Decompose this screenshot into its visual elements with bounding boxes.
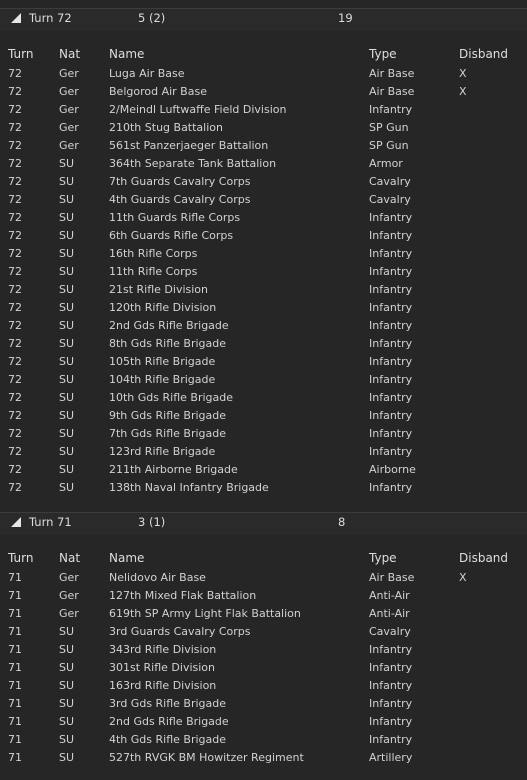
cell-name: 104th Rifle Brigade	[109, 373, 216, 386]
cell-name: 561st Panzerjaeger Battalion	[109, 139, 269, 152]
cell-nat: SU	[59, 355, 75, 368]
cell-type: SP Gun	[369, 121, 409, 134]
turn-group-71	[0, 512, 527, 767]
cell-type: Air Base	[369, 85, 415, 98]
cell-turn: 71	[8, 625, 22, 638]
cell-nat: SU	[59, 301, 75, 314]
cell-nat: SU	[59, 409, 75, 422]
cell-type: Infantry	[369, 445, 413, 458]
table-row[interactable]	[0, 281, 527, 299]
cell-type: Cavalry	[369, 625, 411, 638]
cell-name: 16th Rifle Corps	[109, 247, 198, 260]
cell-type: Infantry	[369, 355, 413, 368]
group-header[interactable]	[0, 8, 527, 30]
cell-type: Infantry	[369, 247, 413, 260]
cell-nat: SU	[59, 211, 75, 224]
cell-nat: SU	[59, 193, 75, 206]
table-row[interactable]	[0, 713, 527, 731]
column-headers	[0, 47, 527, 65]
cell-type: Infantry	[369, 481, 413, 494]
table-row[interactable]	[0, 659, 527, 677]
cell-nat: SU	[59, 337, 75, 350]
table-row[interactable]	[0, 227, 527, 245]
column-header-nat[interactable]: Nat	[59, 551, 81, 565]
cell-nat: Ger	[59, 607, 79, 620]
cell-type: Infantry	[369, 265, 413, 278]
table-row[interactable]	[0, 263, 527, 281]
table-row[interactable]	[0, 299, 527, 317]
cell-name: 619th SP Army Light Flak Battalion	[109, 607, 301, 620]
group-unit-count: 3 (1)	[138, 515, 166, 529]
cell-name: 10th Gds Rifle Brigade	[109, 391, 234, 404]
column-header-nat[interactable]: Nat	[59, 47, 81, 61]
cell-turn: 71	[8, 571, 22, 584]
table-row[interactable]	[0, 83, 527, 101]
group-turn-label: Turn 71	[29, 515, 72, 529]
cell-name: 3rd Guards Cavalry Corps	[109, 625, 251, 638]
cell-type: Infantry	[369, 373, 413, 386]
cell-type: Infantry	[369, 697, 413, 710]
cell-turn: 71	[8, 589, 22, 602]
cell-nat: SU	[59, 445, 75, 458]
cell-nat: Ger	[59, 121, 79, 134]
cell-turn: 71	[8, 733, 22, 746]
cell-name: 21st Rifle Division	[109, 283, 209, 296]
column-header-type[interactable]: Type	[369, 47, 397, 61]
cell-type: Infantry	[369, 715, 413, 728]
cell-name: 120th Rifle Division	[109, 301, 217, 314]
cell-turn: 72	[8, 337, 22, 350]
cell-name: 301st Rifle Division	[109, 661, 216, 674]
cell-type: Infantry	[369, 643, 413, 656]
cell-turn: 71	[8, 751, 22, 764]
cell-type: Infantry	[369, 319, 413, 332]
cell-nat: SU	[59, 247, 75, 260]
cell-type: Infantry	[369, 409, 413, 422]
table-row[interactable]	[0, 317, 527, 335]
cell-name: 527th RVGK BM Howitzer Regiment	[109, 751, 304, 764]
group-header[interactable]	[0, 512, 527, 534]
turn-group-72	[0, 8, 527, 497]
column-header-name[interactable]: Name	[109, 551, 145, 565]
cell-turn: 72	[8, 301, 22, 314]
cell-nat: Ger	[59, 67, 79, 80]
table-row[interactable]	[0, 371, 527, 389]
cell-turn: 72	[8, 283, 22, 296]
cell-nat: SU	[59, 643, 75, 656]
cell-type: Infantry	[369, 427, 413, 440]
cell-type: Infantry	[369, 283, 413, 296]
unit-rows	[0, 65, 527, 497]
cell-disband: X	[459, 67, 467, 80]
cell-name: 11th Rifle Corps	[109, 265, 198, 278]
cell-type: Cavalry	[369, 175, 411, 188]
table-row[interactable]	[0, 245, 527, 263]
column-header-disband[interactable]: Disband	[459, 47, 509, 61]
cell-nat: SU	[59, 175, 75, 188]
cell-type: Infantry	[369, 229, 413, 242]
cell-type: Anti-Air	[369, 589, 410, 602]
cell-name: 364th Separate Tank Battalion	[109, 157, 277, 170]
table-row[interactable]	[0, 119, 527, 137]
cell-nat: SU	[59, 265, 75, 278]
cell-nat: SU	[59, 283, 75, 296]
cell-nat: SU	[59, 679, 75, 692]
cell-nat: SU	[59, 661, 75, 674]
cell-turn: 72	[8, 103, 22, 116]
cell-turn: 71	[8, 697, 22, 710]
cell-turn: 71	[8, 607, 22, 620]
cell-name: 123rd Rifle Brigade	[109, 445, 216, 458]
cell-nat: SU	[59, 391, 75, 404]
cell-name: Nelidovo Air Base	[109, 571, 206, 584]
column-header-turn[interactable]: Turn	[8, 551, 34, 565]
cell-nat: SU	[59, 373, 75, 386]
cell-turn: 72	[8, 157, 22, 170]
cell-turn: 72	[8, 481, 22, 494]
cell-disband: X	[459, 85, 467, 98]
cell-name: 7th Guards Cavalry Corps	[109, 175, 251, 188]
cell-type: Infantry	[369, 661, 413, 674]
cell-nat: Ger	[59, 571, 79, 584]
cell-name: Luga Air Base	[109, 67, 185, 80]
cell-disband: X	[459, 571, 467, 584]
cell-turn: 72	[8, 139, 22, 152]
group-unit-count: 5 (2)	[138, 11, 166, 25]
cell-nat: SU	[59, 157, 75, 170]
cell-name: 105th Rifle Brigade	[109, 355, 216, 368]
cell-nat: SU	[59, 427, 75, 440]
cell-turn: 72	[8, 175, 22, 188]
cell-turn: 72	[8, 355, 22, 368]
table-row[interactable]	[0, 623, 527, 641]
table-row[interactable]	[0, 137, 527, 155]
cell-name: 2nd Gds Rifle Brigade	[109, 319, 229, 332]
cell-name: 127th Mixed Flak Battalion	[109, 589, 257, 602]
cell-name: 211th Airborne Brigade	[109, 463, 238, 476]
table-row[interactable]	[0, 191, 527, 209]
table-row[interactable]	[0, 479, 527, 497]
table-row[interactable]	[0, 749, 527, 767]
cell-type: Infantry	[369, 301, 413, 314]
cell-name: 343rd Rifle Division	[109, 643, 217, 656]
cell-turn: 71	[8, 643, 22, 656]
table-row[interactable]	[0, 407, 527, 425]
cell-name: 2nd Gds Rifle Brigade	[109, 715, 229, 728]
table-row[interactable]	[0, 677, 527, 695]
cell-turn: 72	[8, 247, 22, 260]
cell-name: 163rd Rifle Division	[109, 679, 217, 692]
cell-nat: SU	[59, 733, 75, 746]
cell-name: 8th Gds Rifle Brigade	[109, 337, 227, 350]
cell-nat: SU	[59, 319, 75, 332]
cell-nat: Ger	[59, 103, 79, 116]
cell-turn: 72	[8, 67, 22, 80]
cell-nat: SU	[59, 715, 75, 728]
table-row[interactable]	[0, 335, 527, 353]
cell-name: 7th Gds Rifle Brigade	[109, 427, 227, 440]
unit-rows	[0, 569, 527, 767]
cell-nat: SU	[59, 625, 75, 638]
cell-name: 9th Gds Rifle Brigade	[109, 409, 227, 422]
table-row[interactable]	[0, 101, 527, 119]
cell-turn: 71	[8, 661, 22, 674]
cell-turn: 72	[8, 445, 22, 458]
cell-type: Infantry	[369, 679, 413, 692]
cell-type: SP Gun	[369, 139, 409, 152]
cell-name: 210th Stug Battalion	[109, 121, 223, 134]
cell-type: Air Base	[369, 571, 415, 584]
cell-type: Airborne	[369, 463, 416, 476]
collapse-triangle-icon[interactable]	[10, 516, 22, 528]
table-row[interactable]	[0, 65, 527, 83]
cell-type: Infantry	[369, 103, 413, 116]
cell-name: 4th Gds Rifle Brigade	[109, 733, 227, 746]
group-total-count: 8	[338, 515, 346, 529]
table-row[interactable]	[0, 641, 527, 659]
cell-turn: 72	[8, 211, 22, 224]
cell-type: Infantry	[369, 391, 413, 404]
column-header-turn[interactable]: Turn	[8, 47, 34, 61]
table-row[interactable]	[0, 389, 527, 407]
column-headers	[0, 551, 527, 569]
cell-type: Infantry	[369, 337, 413, 350]
cell-turn: 72	[8, 373, 22, 386]
cell-nat: Ger	[59, 85, 79, 98]
cell-nat: SU	[59, 751, 75, 764]
table-row[interactable]	[0, 461, 527, 479]
column-header-type[interactable]: Type	[369, 551, 397, 565]
cell-nat: Ger	[59, 589, 79, 602]
cell-nat: Ger	[59, 139, 79, 152]
cell-name: 6th Guards Rifle Corps	[109, 229, 234, 242]
cell-type: Infantry	[369, 733, 413, 746]
cell-turn: 72	[8, 319, 22, 332]
cell-type: Armor	[369, 157, 403, 170]
cell-type: Cavalry	[369, 193, 411, 206]
column-header-name[interactable]: Name	[109, 47, 145, 61]
cell-nat: SU	[59, 697, 75, 710]
table-row[interactable]	[0, 731, 527, 749]
cell-name: 4th Guards Cavalry Corps	[109, 193, 251, 206]
cell-turn: 72	[8, 121, 22, 134]
cell-type: Air Base	[369, 67, 415, 80]
group-turn-label: Turn 72	[29, 11, 72, 25]
cell-nat: SU	[59, 463, 75, 476]
cell-turn: 72	[8, 427, 22, 440]
cell-turn: 72	[8, 265, 22, 278]
table-row[interactable]	[0, 443, 527, 461]
cell-turn: 72	[8, 193, 22, 206]
table-row[interactable]	[0, 587, 527, 605]
cell-name: 11th Guards Rifle Corps	[109, 211, 241, 224]
cell-type: Artillery	[369, 751, 413, 764]
cell-name: Belgorod Air Base	[109, 85, 207, 98]
group-total-count: 19	[338, 11, 353, 25]
table-row[interactable]	[0, 353, 527, 371]
cell-turn: 72	[8, 391, 22, 404]
cell-turn: 72	[8, 229, 22, 242]
table-row[interactable]	[0, 173, 527, 191]
cell-name: 138th Naval Infantry Brigade	[109, 481, 269, 494]
table-row[interactable]	[0, 569, 527, 587]
cell-turn: 71	[8, 679, 22, 692]
table-row[interactable]	[0, 425, 527, 443]
cell-turn: 72	[8, 85, 22, 98]
cell-type: Infantry	[369, 211, 413, 224]
cell-turn: 72	[8, 409, 22, 422]
cell-name: 2/Meindl Luftwaffe Field Division	[109, 103, 287, 116]
cell-turn: 71	[8, 715, 22, 728]
cell-nat: SU	[59, 481, 75, 494]
collapse-triangle-icon[interactable]	[10, 12, 22, 24]
cell-name: 3rd Gds Rifle Brigade	[109, 697, 227, 710]
cell-nat: SU	[59, 229, 75, 242]
cell-type: Anti-Air	[369, 607, 410, 620]
table-row[interactable]	[0, 209, 527, 227]
table-row[interactable]	[0, 695, 527, 713]
column-header-disband[interactable]: Disband	[459, 551, 509, 565]
table-row[interactable]	[0, 155, 527, 173]
cell-turn: 72	[8, 463, 22, 476]
table-row[interactable]	[0, 605, 527, 623]
